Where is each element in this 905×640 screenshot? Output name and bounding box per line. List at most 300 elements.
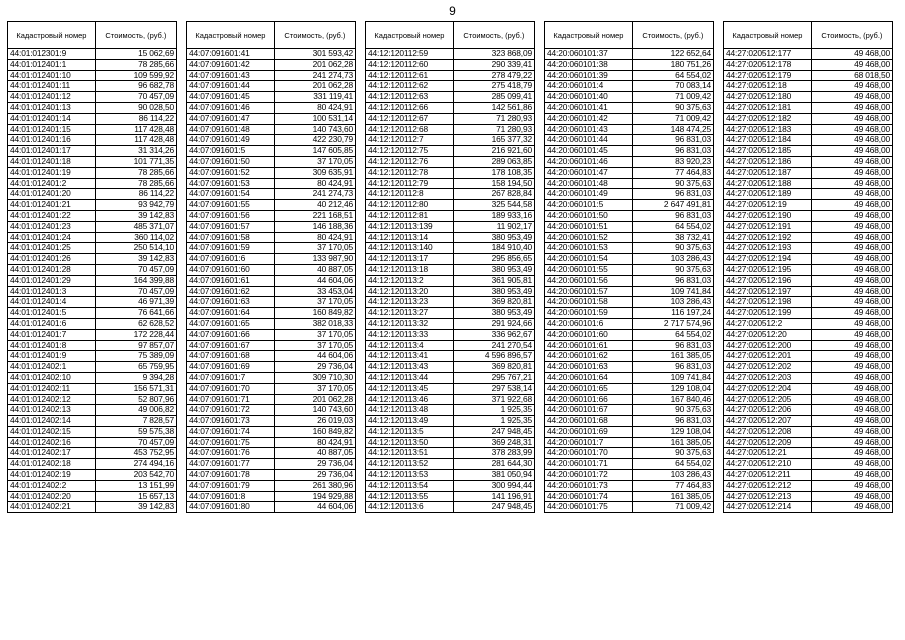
cost-cell: 184 910,40 (453, 243, 534, 254)
cost-cell: 78 285,66 (95, 59, 176, 70)
cadastral-number-cell: 44:07:091601:60 (187, 264, 275, 275)
cost-cell: 49 006,82 (95, 405, 176, 416)
table-row (366, 318, 535, 329)
cost-cell: 49 468,00 (811, 243, 892, 254)
table-row (187, 491, 356, 502)
cadastral-number-cell: 44:20:060101:5 (545, 200, 633, 211)
table-row (724, 340, 893, 351)
cadastral-table (7, 21, 177, 513)
cost-cell: 11 902,17 (453, 221, 534, 232)
cost-cell: 64 554,02 (632, 329, 713, 340)
cadastral-number-cell: 44:27:020512:180 (724, 92, 812, 103)
cadastral-number-cell: 44:27:020512:190 (724, 210, 812, 221)
table-row (187, 200, 356, 211)
table-row (724, 470, 893, 481)
cadastral-number-cell: 44:01:012402:20 (8, 491, 96, 502)
table-row (366, 480, 535, 491)
table-row (187, 264, 356, 275)
cost-cell: 336 962,67 (453, 329, 534, 340)
cadastral-number-cell: 44:12:120112:62 (366, 81, 454, 92)
cadastral-number-cell: 44:20:060101:58 (545, 297, 633, 308)
cadastral-number-cell: 44:27:020512:209 (724, 437, 812, 448)
table-row (187, 135, 356, 146)
cadastral-number-cell: 44:20:060101:66 (545, 394, 633, 405)
table-row (724, 448, 893, 459)
table-row (8, 243, 177, 254)
cost-cell: 80 424,91 (274, 232, 355, 243)
cadastral-number-cell: 44:07:091601:5 (187, 146, 275, 157)
cost-cell: 39 142,83 (95, 254, 176, 265)
cadastral-number-cell: 44:01:012401:17 (8, 146, 96, 157)
table-row (724, 372, 893, 383)
table-row (187, 372, 356, 383)
table-row (366, 49, 535, 60)
cadastral-number-cell: 44:01:012401:5 (8, 308, 96, 319)
cost-cell: 49 468,00 (811, 275, 892, 286)
cadastral-number-cell: 44:07:091601:49 (187, 135, 275, 146)
cadastral-number-cell: 44:20:060101:42 (545, 113, 633, 124)
table-row (366, 416, 535, 427)
table-row (187, 470, 356, 481)
table-row (545, 81, 714, 92)
cost-cell: 15 062,69 (95, 49, 176, 60)
table-row (8, 102, 177, 113)
cost-cell: 49 468,00 (811, 124, 892, 135)
cadastral-number-cell: 44:07:091601:74 (187, 426, 275, 437)
table-row (366, 102, 535, 113)
table-row (366, 243, 535, 254)
cadastral-number-cell: 44:20:060101:43 (545, 124, 633, 135)
cost-cell: 70 457,09 (95, 437, 176, 448)
cost-cell: 161 385,05 (632, 437, 713, 448)
cost-cell: 117 428,48 (95, 135, 176, 146)
table-row (366, 362, 535, 373)
table-row (8, 297, 177, 308)
cost-cell: 49 468,00 (811, 405, 892, 416)
cadastral-number-cell: 44:20:060101:52 (545, 232, 633, 243)
cadastral-number-cell: 44:01:012402:18 (8, 459, 96, 470)
table-row (724, 394, 893, 405)
cadastral-number-cell: 44:07:091601:52 (187, 167, 275, 178)
cadastral-number-cell: 44:12:120112:61 (366, 70, 454, 81)
cost-cell: 49 468,00 (811, 426, 892, 437)
table-row (545, 470, 714, 481)
table-row (8, 416, 177, 427)
table-row (366, 448, 535, 459)
cadastral-number-cell: 44:27:020512:210 (724, 459, 812, 470)
cadastral-number-cell: 44:27:020512:184 (724, 135, 812, 146)
cadastral-number-cell: 44:12:120113:27 (366, 308, 454, 319)
cadastral-number-cell: 44:07:091601:72 (187, 405, 275, 416)
cadastral-number-cell: 44:27:020512:182 (724, 113, 812, 124)
table-row (545, 437, 714, 448)
table-row (545, 318, 714, 329)
table-row (545, 405, 714, 416)
cost-cell: 201 062,28 (274, 394, 355, 405)
cost-cell: 49 468,00 (811, 297, 892, 308)
table-row (187, 221, 356, 232)
table-row (545, 286, 714, 297)
cost-cell: 1 925,35 (453, 405, 534, 416)
cost-cell: 160 849,82 (274, 426, 355, 437)
cadastral-number-cell: 44:20:060101:47 (545, 167, 633, 178)
table-row (8, 286, 177, 297)
cost-cell: 49 468,00 (811, 351, 892, 362)
table-row (545, 49, 714, 60)
cost-cell: 40 887,05 (274, 448, 355, 459)
cadastral-number-cell: 44:07:091601:63 (187, 297, 275, 308)
table-row (366, 405, 535, 416)
cadastral-number-cell: 44:12:120113:51 (366, 448, 454, 459)
cadastral-number-cell: 44:07:091601:76 (187, 448, 275, 459)
table-row (724, 286, 893, 297)
cadastral-number-cell: 44:07:091601:78 (187, 470, 275, 481)
cost-cell: 76 641,66 (95, 308, 176, 319)
cost-cell: 37 170,05 (274, 297, 355, 308)
cost-cell: 90 375,63 (632, 102, 713, 113)
cost-cell: 49 468,00 (811, 113, 892, 124)
cadastral-number-cell: 44:27:020512:188 (724, 178, 812, 189)
cadastral-number-cell: 44:01:012401:13 (8, 102, 96, 113)
cost-cell: 71 009,42 (632, 92, 713, 103)
cost-cell: 29 736,04 (274, 470, 355, 481)
cadastral-number-cell: 44:07:091601:46 (187, 102, 275, 113)
cadastral-number-cell: 44:07:091601:65 (187, 318, 275, 329)
table-row (545, 448, 714, 459)
cost-cell: 77 464,83 (632, 480, 713, 491)
cadastral-number-cell: 44:27:020512:187 (724, 167, 812, 178)
cost-cell: 49 468,00 (811, 502, 892, 513)
table-row (366, 135, 535, 146)
table-header-row (187, 22, 356, 49)
cadastral-number-cell: 44:20:060101:68 (545, 416, 633, 427)
cadastral-number-cell: 44:01:012401:21 (8, 200, 96, 211)
cost-cell: 274 494,16 (95, 459, 176, 470)
table-row (724, 243, 893, 254)
cost-cell: 180 751,26 (632, 59, 713, 70)
table-row (8, 70, 177, 81)
cadastral-number-cell: 44:01:012401:23 (8, 221, 96, 232)
table-row (187, 308, 356, 319)
table-row (366, 232, 535, 243)
table-row (187, 232, 356, 243)
cost-cell: 71 280,93 (453, 124, 534, 135)
cadastral-number-cell: 44:07:091601:55 (187, 200, 275, 211)
table-row (545, 167, 714, 178)
cost-cell: 90 375,63 (632, 405, 713, 416)
cost-cell: 361 905,81 (453, 275, 534, 286)
table-row (8, 178, 177, 189)
cadastral-number-cell: 44:20:060101:39 (545, 70, 633, 81)
cadastral-number-cell: 44:01:012401:4 (8, 297, 96, 308)
table-row (724, 156, 893, 167)
cost-cell: 49 468,00 (811, 135, 892, 146)
table-row (724, 178, 893, 189)
cost-cell: 39 142,83 (95, 210, 176, 221)
cost-cell: 49 468,00 (811, 318, 892, 329)
table-row (545, 189, 714, 200)
cadastral-number-cell: 44:27:020512:199 (724, 308, 812, 319)
cost-cell: 201 062,28 (274, 81, 355, 92)
cadastral-number-cell: 44:27:020512:191 (724, 221, 812, 232)
cadastral-number-cell: 44:07:091601:59 (187, 243, 275, 254)
cadastral-number-cell: 44:27:020512:193 (724, 243, 812, 254)
table-row (545, 416, 714, 427)
cadastral-number-cell: 44:12:120112:7 (366, 135, 454, 146)
table-row (366, 459, 535, 470)
cadastral-number-cell: 44:07:091601:7 (187, 372, 275, 383)
cost-cell: 44 604,06 (274, 275, 355, 286)
cost-cell: 49 468,00 (811, 146, 892, 157)
cadastral-number-cell: 44:20:060101:50 (545, 210, 633, 221)
cost-cell: 109 599,92 (95, 70, 176, 81)
cost-cell: 37 170,05 (274, 340, 355, 351)
cost-cell: 70 457,09 (95, 264, 176, 275)
cost-cell: 49 468,00 (811, 286, 892, 297)
cadastral-number-cell: 44:20:060101:44 (545, 135, 633, 146)
table-row (366, 372, 535, 383)
table-row (724, 232, 893, 243)
table-row (545, 232, 714, 243)
table-row (545, 124, 714, 135)
cadastral-number-cell: 44:01:012401:2 (8, 178, 96, 189)
cadastral-number-cell: 44:01:012401:26 (8, 254, 96, 265)
table-row (545, 491, 714, 502)
table-row (8, 502, 177, 513)
cadastral-number-cell: 44:20:060101:48 (545, 178, 633, 189)
cadastral-number-cell: 44:07:091601:54 (187, 189, 275, 200)
cadastral-number-cell: 44:12:120113:4 (366, 340, 454, 351)
cadastral-table (186, 21, 356, 513)
cost-cell: 9 394,28 (95, 372, 176, 383)
cadastral-number-cell: 44:27:020512:18 (724, 81, 812, 92)
cost-cell: 382 018,33 (274, 318, 355, 329)
table-row (187, 81, 356, 92)
cost-cell: 331 119,41 (274, 92, 355, 103)
cadastral-number-cell: 44:12:120113:48 (366, 405, 454, 416)
cadastral-number-cell: 44:20:060101:53 (545, 243, 633, 254)
table-row (724, 49, 893, 60)
cadastral-number-cell: 44:07:091601:48 (187, 124, 275, 135)
cost-cell: 160 849,82 (274, 308, 355, 319)
cadastral-number-cell: 44:20:060101:54 (545, 254, 633, 265)
cadastral-number-cell: 44:07:091601:6 (187, 254, 275, 265)
table-row (8, 113, 177, 124)
cadastral-number-cell: 44:07:091601:58 (187, 232, 275, 243)
cost-cell: 77 464,83 (632, 167, 713, 178)
cost-cell: 49 468,00 (811, 264, 892, 275)
cadastral-number-cell: 44:01:012401:18 (8, 156, 96, 167)
cadastral-table (365, 21, 535, 513)
cost-cell: 380 953,49 (453, 286, 534, 297)
table-row (545, 113, 714, 124)
cost-cell: 49 468,00 (811, 92, 892, 103)
cadastral-number-cell: 44:12:120113:20 (366, 286, 454, 297)
table-row (366, 113, 535, 124)
table-row (8, 340, 177, 351)
cadastral-number-cell: 44:01:012401:9 (8, 351, 96, 362)
cost-cell: 267 828,84 (453, 189, 534, 200)
cost-cell: 96 831,03 (632, 189, 713, 200)
cost-cell: 278 479,22 (453, 70, 534, 81)
cost-cell: 1 925,35 (453, 416, 534, 427)
table-row (8, 362, 177, 373)
cadastral-number-cell: 44:01:012401:16 (8, 135, 96, 146)
cadastral-number-cell: 44:12:120113:50 (366, 437, 454, 448)
cost-cell: 165 377,32 (453, 135, 534, 146)
cadastral-number-cell: 44:01:012401:15 (8, 124, 96, 135)
cost-cell: 261 380,96 (274, 480, 355, 491)
cost-cell: 49 468,00 (811, 470, 892, 481)
cadastral-number-cell: 44:27:020512:196 (724, 275, 812, 286)
cadastral-number-cell: 44:12:120113:5 (366, 426, 454, 437)
cost-cell: 221 168,51 (274, 210, 355, 221)
cost-cell: 71 009,42 (632, 502, 713, 513)
cadastral-number-cell: 44:20:060101:65 (545, 383, 633, 394)
table-row (187, 102, 356, 113)
cadastral-number-cell: 44:12:120113:46 (366, 394, 454, 405)
table-row (8, 81, 177, 92)
cost-cell: 289 063,85 (453, 156, 534, 167)
table-row (724, 124, 893, 135)
column-header-number: Кадастровый номер (8, 22, 96, 49)
table-row (366, 124, 535, 135)
page-number: 9 (449, 4, 456, 18)
cadastral-number-cell: 44:27:020512:214 (724, 502, 812, 513)
column-header-number: Кадастровый номер (187, 22, 275, 49)
table-row (187, 405, 356, 416)
table-row (187, 275, 356, 286)
cadastral-number-cell: 44:01:012402:13 (8, 405, 96, 416)
cadastral-number-cell: 44:20:060101:55 (545, 264, 633, 275)
cost-cell: 90 375,63 (632, 178, 713, 189)
cadastral-number-cell: 44:12:120113:2 (366, 275, 454, 286)
cost-cell: 7 828,57 (95, 416, 176, 427)
table-row (366, 264, 535, 275)
table-row (724, 437, 893, 448)
table-row (187, 243, 356, 254)
cadastral-number-cell: 44:12:120113:6 (366, 502, 454, 513)
cadastral-number-cell: 44:27:020512:21 (724, 448, 812, 459)
column-header-cost: Стоимость, (руб.) (632, 22, 713, 49)
table-row (366, 437, 535, 448)
cadastral-number-cell: 44:07:091601:77 (187, 459, 275, 470)
cadastral-number-cell: 44:12:120113:139 (366, 221, 454, 232)
cost-cell: 241 270,54 (453, 340, 534, 351)
cost-cell: 140 743,60 (274, 405, 355, 416)
cost-cell: 96 831,03 (632, 416, 713, 427)
table-row (545, 351, 714, 362)
cadastral-table (723, 21, 893, 513)
cost-cell: 15 657,13 (95, 491, 176, 502)
cost-cell: 49 468,00 (811, 437, 892, 448)
cadastral-number-cell: 44:20:060101:70 (545, 448, 633, 459)
cadastral-number-cell: 44:07:091601:66 (187, 329, 275, 340)
table-row (724, 113, 893, 124)
cost-cell: 158 194,50 (453, 178, 534, 189)
cost-cell: 380 953,49 (453, 308, 534, 319)
cost-cell: 161 385,05 (632, 491, 713, 502)
cost-cell: 62 628,52 (95, 318, 176, 329)
cost-cell: 300 994,44 (453, 480, 534, 491)
cadastral-number-cell: 44:01:012401:10 (8, 70, 96, 81)
cost-cell: 369 248,31 (453, 437, 534, 448)
cost-cell: 103 286,43 (632, 254, 713, 265)
cost-cell: 2 647 491,81 (632, 200, 713, 211)
table-row (545, 502, 714, 513)
cost-cell: 122 652,64 (632, 49, 713, 60)
cadastral-number-cell: 44:07:091601:64 (187, 308, 275, 319)
cadastral-number-cell: 44:20:060101:46 (545, 156, 633, 167)
table-row (8, 210, 177, 221)
table-row (545, 480, 714, 491)
table-header-row (366, 22, 535, 49)
cadastral-number-cell: 44:07:091601:73 (187, 416, 275, 427)
table-row (8, 405, 177, 416)
cadastral-number-cell: 44:07:091601:71 (187, 394, 275, 405)
table-row (366, 286, 535, 297)
table-row (724, 318, 893, 329)
cadastral-number-cell: 44:12:120112:63 (366, 92, 454, 103)
table-row (545, 210, 714, 221)
cadastral-number-cell: 44:27:020512:203 (724, 372, 812, 383)
cadastral-number-cell: 44:01:012401:24 (8, 232, 96, 243)
cadastral-number-cell: 44:07:091601:70 (187, 383, 275, 394)
cadastral-number-cell: 44:12:120113:14 (366, 232, 454, 243)
table-row (545, 308, 714, 319)
cadastral-number-cell: 44:01:012401:19 (8, 167, 96, 178)
cadastral-number-cell: 44:12:120112:76 (366, 156, 454, 167)
table-row (187, 416, 356, 427)
cadastral-number-cell: 44:20:060101:7 (545, 437, 633, 448)
table-row (8, 146, 177, 157)
table-row (187, 459, 356, 470)
table-row (724, 405, 893, 416)
cost-cell: 49 468,00 (811, 189, 892, 200)
cost-cell: 381 050,94 (453, 470, 534, 481)
cost-cell: 49 468,00 (811, 329, 892, 340)
cost-cell: 75 389,09 (95, 351, 176, 362)
cost-cell: 103 286,43 (632, 297, 713, 308)
table-row (8, 351, 177, 362)
table-row (187, 178, 356, 189)
cadastral-number-cell: 44:12:120113:17 (366, 254, 454, 265)
table-row (187, 448, 356, 459)
table-row (724, 275, 893, 286)
table-row (724, 221, 893, 232)
cost-cell: 49 468,00 (811, 232, 892, 243)
table-row (8, 232, 177, 243)
table-row (187, 329, 356, 340)
cost-cell: 101 771,35 (95, 156, 176, 167)
table-row (8, 49, 177, 60)
table-row (545, 221, 714, 232)
cost-cell: 380 953,49 (453, 232, 534, 243)
table-row (8, 308, 177, 319)
cost-cell: 86 114,22 (95, 113, 176, 124)
cost-cell: 141 196,91 (453, 491, 534, 502)
table-row (187, 70, 356, 81)
cost-cell: 117 428,48 (95, 124, 176, 135)
cadastral-number-cell: 44:12:120113:53 (366, 470, 454, 481)
cadastral-number-cell: 44:01:012401:11 (8, 81, 96, 92)
cadastral-number-cell: 44:07:091601:43 (187, 70, 275, 81)
table-row (187, 340, 356, 351)
cost-cell: 203 542,70 (95, 470, 176, 481)
cost-cell: 52 807,96 (95, 394, 176, 405)
table-row (366, 340, 535, 351)
cost-cell: 97 857,07 (95, 340, 176, 351)
